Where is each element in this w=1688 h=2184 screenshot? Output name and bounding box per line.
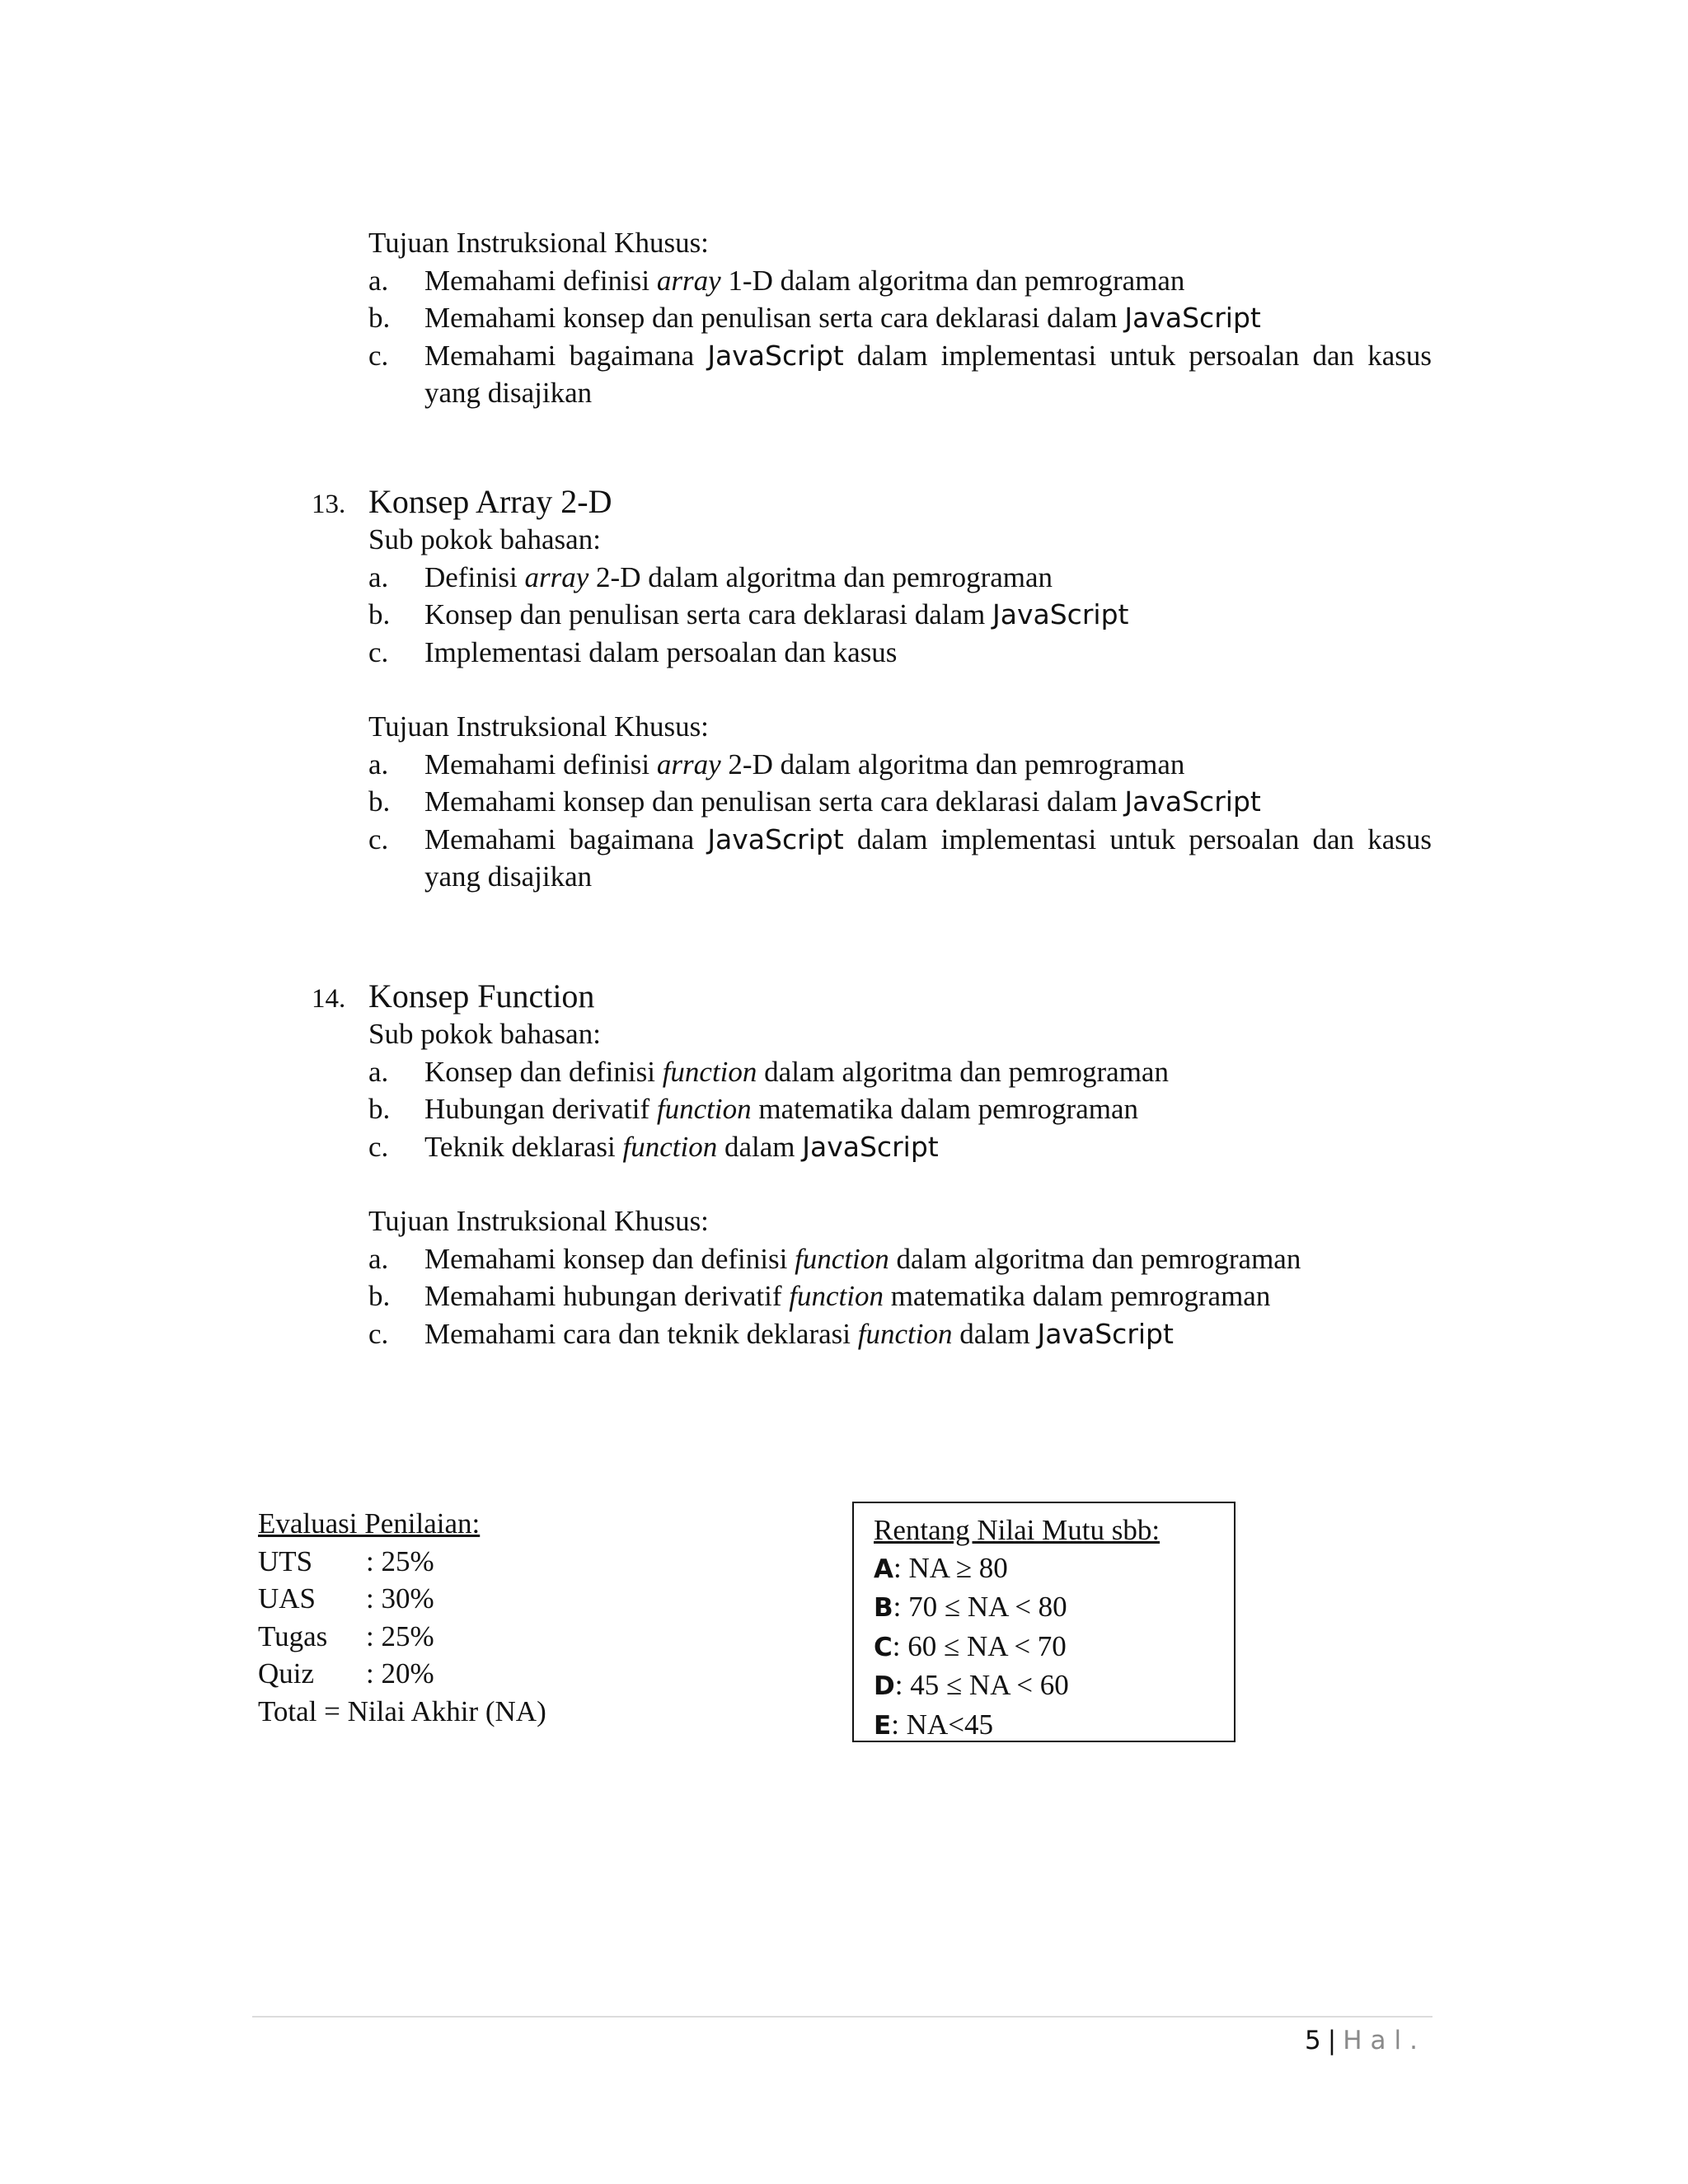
evaluation-row: UTS : 25% xyxy=(258,1544,434,1577)
list-item: c. Teknik deklarasi function dalam JavaScript xyxy=(368,1130,939,1163)
grade-row: D: 45 ≤ NA < 60 xyxy=(874,1669,1069,1701)
footer-label: Hal. xyxy=(1343,2026,1426,2055)
list-item: a. Memahami definisi array 2-D dalam algoritma dan pemrograman xyxy=(368,748,1185,780)
list-item: a. Definisi array 2-D dalam algoritma dan pemrograman xyxy=(368,560,1053,593)
grade-row: E: NA<45 xyxy=(874,1708,993,1741)
list-item: b. Memahami konsep dan penulisan serta cara deklarasi dalam JavaScript xyxy=(368,785,1261,818)
list-item: a. Konsep dan definisi function dalam algoritma dan pemrograman xyxy=(368,1055,1169,1088)
sub-pokok-label: Sub pokok bahasan: xyxy=(368,1018,601,1050)
page-number: 5 xyxy=(1305,2026,1321,2055)
section-12-tik xyxy=(368,224,1432,412)
footer-separator: | xyxy=(1327,2026,1337,2055)
grade-range-title: Rentang Nilai Mutu sbb: xyxy=(874,1514,1160,1546)
list-item: c. Memahami bagaimana JavaScript dalam implementasi untuk persoalan dan kasus yang disajikan xyxy=(368,823,1432,893)
section-title: Konsep Function xyxy=(368,977,595,1015)
list-item: b. Konsep dan penulisan serta cara deklarasi dalam JavaScript xyxy=(368,598,1129,630)
section-number: 13. xyxy=(312,490,346,519)
evaluation-row: Quiz : 20% xyxy=(258,1657,434,1690)
evaluation-row: UAS : 30% xyxy=(258,1582,434,1615)
tik-label: Tujuan Instruksional Khusus: xyxy=(368,227,709,259)
section-title: Konsep Array 2-D xyxy=(368,483,612,520)
section-heading xyxy=(312,483,1432,521)
evaluation-title: Evaluasi Penilaian: xyxy=(258,1507,481,1540)
list-item: b. Memahami hubungan derivatif function matematika dalam pemrograman xyxy=(368,1280,1271,1312)
grade-row: A: NA ≥ 80 xyxy=(874,1551,1008,1584)
section-number: 14. xyxy=(312,984,346,1014)
tik-label: Tujuan Instruksional Khusus: xyxy=(368,1205,709,1237)
list-item: b. Memahami konsep dan penulisan serta cara deklarasi dalam JavaScript xyxy=(368,302,1261,334)
evaluation-total: Total = Nilai Akhir (NA) xyxy=(258,1694,546,1727)
grade-range-box xyxy=(852,1502,1236,1742)
tik-label: Tujuan Instruksional Khusus: xyxy=(368,710,709,743)
section-13 xyxy=(312,483,1432,896)
evaluation-block xyxy=(258,1505,546,1730)
list-item: c. Memahami cara dan teknik deklarasi function dalam JavaScript xyxy=(368,1317,1174,1350)
evaluation-row: Tugas : 25% xyxy=(258,1619,434,1652)
grade-row: B: 70 ≤ NA < 80 xyxy=(874,1591,1067,1623)
list-item: a. Memahami definisi array 1-D dalam algoritma dan pemrograman xyxy=(368,264,1185,297)
list-item: c. Memahami bagaimana JavaScript dalam implementasi untuk persoalan dan kasus yang disajikan xyxy=(368,339,1432,409)
list-item: b. Hubungan derivatif function matematika dalam pemrograman xyxy=(368,1093,1138,1125)
grade-row: C: 60 ≤ NA < 70 xyxy=(874,1629,1067,1662)
section-heading xyxy=(312,977,1432,1015)
section-14 xyxy=(312,977,1432,1352)
page-footer xyxy=(1305,2022,1426,2060)
list-item: a. Memahami konsep dan definisi function dalam algoritma dan pemrograman xyxy=(368,1242,1301,1275)
list-item: c. Implementasi dalam persoalan dan kasus xyxy=(368,635,898,668)
footer-divider xyxy=(252,2016,1432,2018)
sub-pokok-label: Sub pokok bahasan: xyxy=(368,523,601,555)
